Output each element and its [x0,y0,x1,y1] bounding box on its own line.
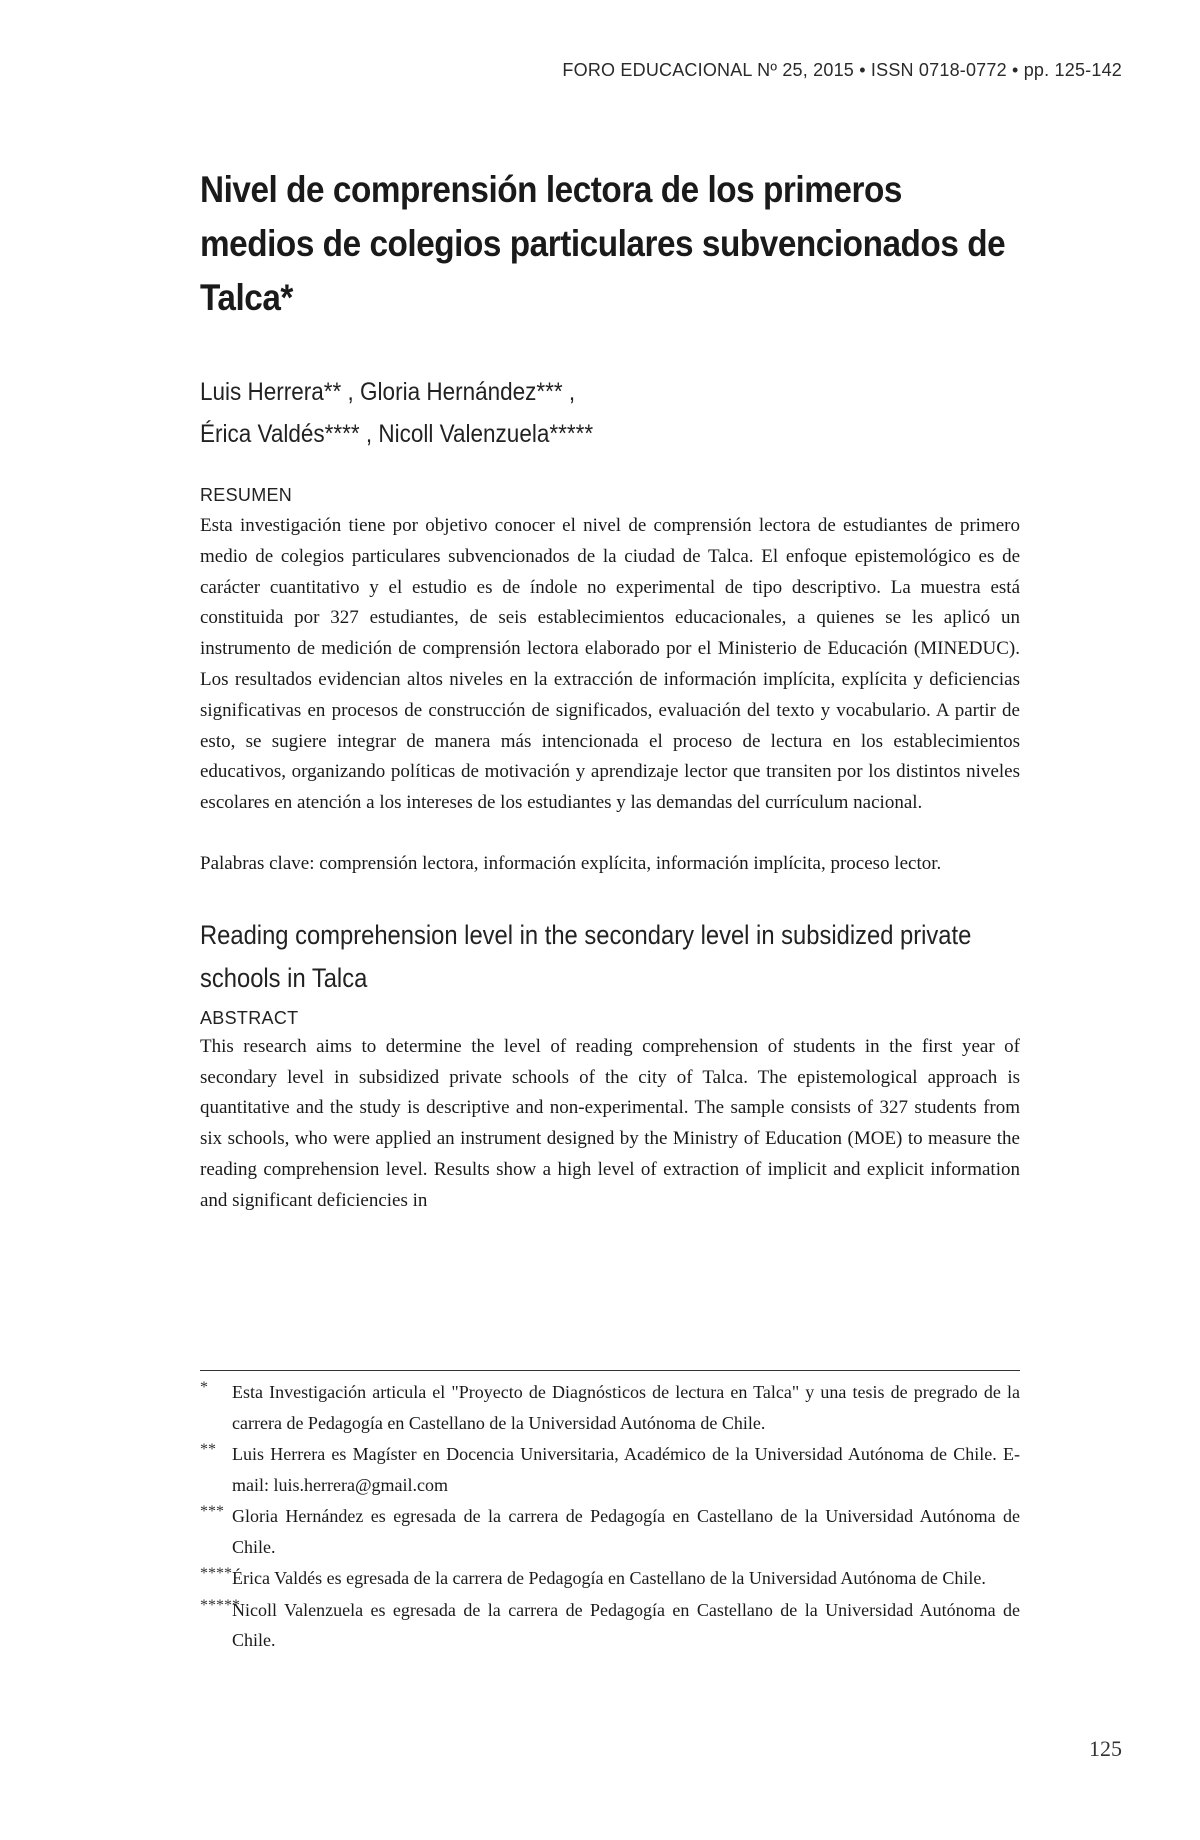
footnote-mark: ***** [200,1596,240,1614]
resumen-heading: RESUMEN [200,485,293,505]
footnote-mark: **** [200,1565,232,1582]
footnote-mark: *** [200,1503,224,1520]
article-body [200,163,1020,1217]
page-number: 125 [1089,1736,1122,1761]
footnote-text: Gloria Hernández es egresada de la carrera de Pedagogía en Castellano de la Universidad Autónoma de Chile. [232,1506,1020,1557]
footnote [200,1377,1020,1438]
resumen-text: Esta investigación tiene por objetivo conocer el nivel de comprensión lectora de estudiantes de primero medio de colegios particulares subvencionados de la ciudad de Talca. El enfoque epistemológico es de carácter cuantitativo y el estudio es de índole no experimental de tipo descriptivo. La muestra está constituida por 327 estudiantes, de seis establecimientos educacionales, a quienes se les aplicó un instrumento de medición de comprensión lectora elaborado por el Ministerio de Educación (MINEDUC). Los resultados evidencian altos niveles en la extracción de información implícita, explícita y deficiencias significativas en procesos de construcción de significados, evaluación del texto y vocabulario. A partir de esto, se sugiere integrar de manera más intencionada el proceso de lectura en los establecimientos educativos, organizando políticas de motivación y aprendizaje lector que transiten por los distintos niveles escolares en atención a los intereses de los estudiantes y las demandas del currículum nacional. [200,515,1020,814]
footnote [200,1501,1020,1562]
footnote [200,1563,1020,1594]
footnote-mark: * [200,1379,208,1396]
footnote-text: Luis Herrera es Magíster en Docencia Universitaria, Académico de la Universidad Autónoma de Chile. E-mail: luis.herrera@gmail.com [232,1444,1020,1495]
footnote-text: Nicoll Valenzuela es egresada de la carrera de Pedagogía en Castellano de la Universidad Autónoma de Chile. [232,1599,1020,1650]
journal-header: FORO EDUCACIONAL Nº 25, 2015 • ISSN 0718-0772 • pp. 125-142 [562,60,1122,80]
authors-line-2: Érica Valdés**** , Nicoll Valenzuela***** [200,420,594,448]
footnote [200,1595,1020,1656]
author-list [200,371,1020,455]
footnote [200,1439,1020,1500]
abstract-heading: ABSTRACT [200,1007,299,1028]
english-title: Reading comprehension level in the secondary level in subsidized private schools in Talca [200,919,972,993]
footnote-mark: ** [200,1441,216,1458]
keywords: Palabras clave: comprensión lectora, información explícita, información implícita, proceso lector. [200,852,942,874]
footnote-text: Esta Investigación articula el "Proyecto de Diagnósticos de lectura en Talca" y una tesis de pregrado de la carrera de Pedagogía en Castellano de la Universidad Autónoma de Chile. [232,1382,1020,1433]
footnotes [200,1370,1020,1657]
abstract-text: This research aims to determine the level of reading comprehension of students in the first year of secondary level in subsidized private schools of the city of Talca. The epistemological approach is quantitative and the study is descriptive and non-experimental. The sample consists of 327 students from six schools, who were applied an instrument designed by the Ministry of Education (MOE) to measure the reading comprehension level. Results show a high level of extraction of implicit and explicit information and significant deficiencies in [200,1035,1020,1211]
authors-line-1: Luis Herrera** , Gloria Hernández*** , [200,378,576,406]
article-title: Nivel de comprensión lectora de los primeros medios de colegios particulares subvencionados de Talca* [200,169,1006,318]
footnote-text: Érica Valdés es egresada de la carrera de Pedagogía en Castellano de la Universidad Autónoma de Chile. [232,1568,986,1588]
